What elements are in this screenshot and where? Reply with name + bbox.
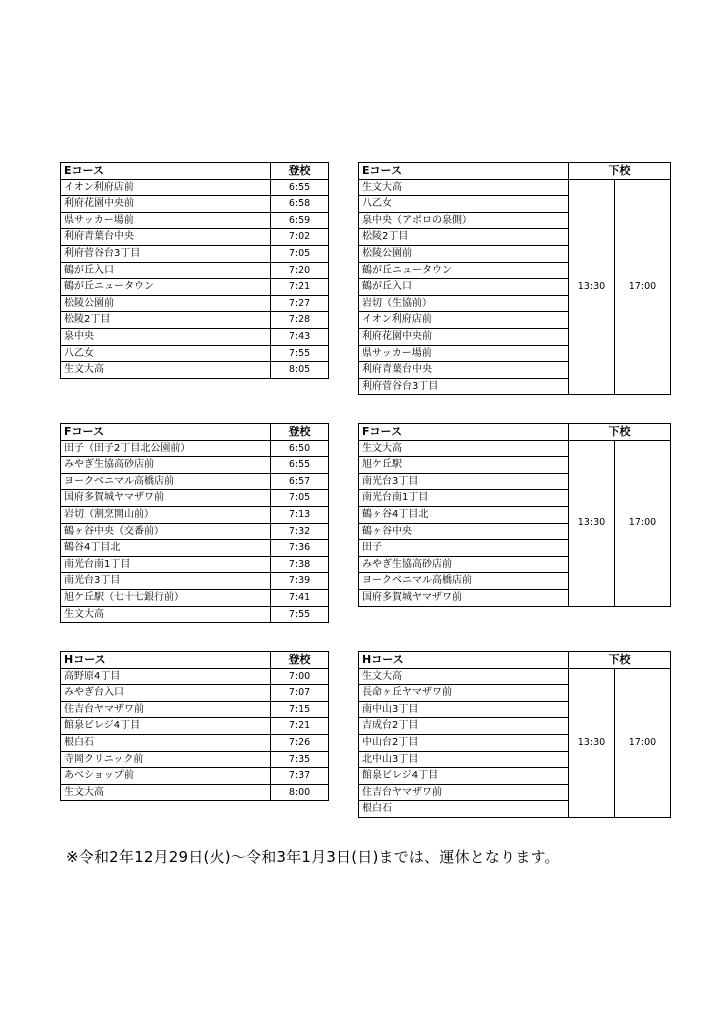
- table-row: [61, 457, 329, 474]
- course-name: Fコース: [61, 424, 271, 441]
- departure-time: 7:35: [271, 751, 329, 768]
- table-row: [61, 556, 329, 573]
- table-row: [61, 312, 329, 329]
- table-row: [61, 701, 329, 718]
- table-row: [61, 295, 329, 312]
- departure-time: 7:37: [271, 768, 329, 785]
- table-row: [61, 229, 329, 246]
- stop-name: 生文大高: [359, 440, 569, 457]
- table-row: [61, 473, 329, 490]
- stop-name: 田子（田子2丁目北公園前）: [61, 440, 271, 457]
- column-header: 登校: [271, 424, 329, 441]
- stop-name: 鶴が丘入口: [61, 262, 271, 279]
- stop-name: 泉中央: [61, 328, 271, 345]
- stop-name: イオン利府店前: [61, 179, 271, 196]
- departure-time: 7:07: [271, 685, 329, 702]
- departure-time: 7:20: [271, 262, 329, 279]
- stop-name: 岩切（割烹開山前）: [61, 506, 271, 523]
- stop-name: 長命ヶ丘ヤマザワ前: [359, 685, 569, 702]
- table-row: [61, 179, 329, 196]
- stop-name: 泉中央（アポロの泉側）: [359, 212, 569, 229]
- stop-name: 生文大高: [61, 606, 271, 623]
- boarding-table: [60, 423, 329, 623]
- stop-name: 利府花園中央前: [359, 328, 569, 345]
- table-row: [61, 751, 329, 768]
- stop-name: イオン利府店前: [359, 312, 569, 329]
- stop-name: 松陵2丁目: [359, 229, 569, 246]
- departure-time: 7:41: [271, 589, 329, 606]
- return-table: [358, 423, 671, 607]
- column-header: 下校: [569, 652, 671, 669]
- stop-name: 田子: [359, 540, 569, 557]
- column-header: 登校: [271, 163, 329, 180]
- departure-time-early: 13:30: [569, 179, 615, 395]
- stop-name: 国府多賀城ヤマザワ前: [359, 589, 569, 606]
- departure-time-late: 17:00: [615, 668, 671, 817]
- stop-name: 寺岡クリニック前: [61, 751, 271, 768]
- stop-name: 県サッカー場前: [61, 212, 271, 229]
- table-row: [61, 345, 329, 362]
- departure-time: 7:26: [271, 734, 329, 751]
- table-row: [61, 523, 329, 540]
- stop-name: 利府青葉台中央: [61, 229, 271, 246]
- departure-time-late: 17:00: [615, 179, 671, 395]
- departure-time: 7:38: [271, 556, 329, 573]
- stop-name: 中山台2丁目: [359, 734, 569, 751]
- table-row: [61, 573, 329, 590]
- stop-name: 生文大高: [61, 784, 271, 801]
- return-table: [358, 651, 671, 818]
- column-header: 登校: [271, 652, 329, 669]
- departure-time: 7:15: [271, 701, 329, 718]
- departure-time: 7:00: [271, 668, 329, 685]
- stop-name: 南光台3丁目: [61, 573, 271, 590]
- departure-time: 7:21: [271, 279, 329, 296]
- table-row: [61, 734, 329, 751]
- departure-time: 7:28: [271, 312, 329, 329]
- stop-name: 南光台南1丁目: [61, 556, 271, 573]
- stop-name: 根白石: [359, 801, 569, 818]
- departure-time: 6:50: [271, 440, 329, 457]
- table-row: [61, 262, 329, 279]
- column-header: 下校: [569, 424, 671, 441]
- stop-name: 松陵公園前: [359, 245, 569, 262]
- table-row: [359, 440, 671, 457]
- table-header-row: [61, 163, 329, 180]
- stop-name: 館泉ビレジ4丁目: [359, 768, 569, 785]
- table-row: [359, 668, 671, 685]
- stop-name: 利府花園中央前: [61, 196, 271, 213]
- stop-name: 高野原4丁目: [61, 668, 271, 685]
- table-header-row: [359, 652, 671, 669]
- table-row: [61, 540, 329, 557]
- departure-time: 7:05: [271, 245, 329, 262]
- stop-name: あべショップ前: [61, 768, 271, 785]
- stop-name: 鶴ヶ谷中央（交番前）: [61, 523, 271, 540]
- stop-name: 南光台南1丁目: [359, 490, 569, 507]
- stop-name: 国府多賀城ヤマザワ前: [61, 490, 271, 507]
- course-name: Hコース: [61, 652, 271, 669]
- table-row: [61, 784, 329, 801]
- stop-name: 利府菅谷台3丁目: [61, 245, 271, 262]
- course-name: Eコース: [359, 163, 569, 180]
- stop-name: 生文大高: [61, 362, 271, 379]
- stop-name: ヨークベニマル高橋店前: [359, 573, 569, 590]
- table-row: [61, 606, 329, 623]
- departure-time-late: 17:00: [615, 440, 671, 606]
- departure-time: 7:39: [271, 573, 329, 590]
- departure-time: 8:00: [271, 784, 329, 801]
- stop-name: 鶴ヶ谷4丁目北: [359, 506, 569, 523]
- departure-time: 7:55: [271, 606, 329, 623]
- departure-time: 6:58: [271, 196, 329, 213]
- departure-time: 7:43: [271, 328, 329, 345]
- stop-name: 南中山3丁目: [359, 701, 569, 718]
- departure-time: 7:55: [271, 345, 329, 362]
- table-row: [61, 718, 329, 735]
- table-header-row: [359, 163, 671, 180]
- stop-name: ヨークベニマル高橋店前: [61, 473, 271, 490]
- table-row: [61, 212, 329, 229]
- departure-time: 7:27: [271, 295, 329, 312]
- boarding-table: [60, 651, 329, 801]
- departure-time: 7:05: [271, 490, 329, 507]
- departure-time: 8:05: [271, 362, 329, 379]
- stop-name: 鶴が丘ニュータウン: [359, 262, 569, 279]
- table-row: [61, 589, 329, 606]
- table-row: [61, 245, 329, 262]
- stop-name: 鶴谷4丁目北: [61, 540, 271, 557]
- table-row: [61, 279, 329, 296]
- stop-name: 利府菅谷台3丁目: [359, 378, 569, 395]
- stop-name: 鶴が丘ニュータウン: [61, 279, 271, 296]
- table-row: [61, 362, 329, 379]
- column-header: 下校: [569, 163, 671, 180]
- departure-time: 6:55: [271, 457, 329, 474]
- departure-time: 6:57: [271, 473, 329, 490]
- stop-name: 岩切（生協前）: [359, 295, 569, 312]
- departure-time: 7:02: [271, 229, 329, 246]
- stop-name: みやぎ台入口: [61, 685, 271, 702]
- return-table: [358, 162, 671, 395]
- stop-name: 旭ケ丘駅（七十七銀行前）: [61, 589, 271, 606]
- table-header-row: [61, 424, 329, 441]
- table-header-row: [61, 652, 329, 669]
- departure-time-early: 13:30: [569, 668, 615, 817]
- table-row: [61, 768, 329, 785]
- stop-name: みやぎ生協高砂店前: [61, 457, 271, 474]
- stop-name: 県サッカー場前: [359, 345, 569, 362]
- stop-name: 住吉台ヤマザワ前: [359, 784, 569, 801]
- departure-time-early: 13:30: [569, 440, 615, 606]
- stop-name: みやぎ生協高砂店前: [359, 556, 569, 573]
- stop-name: 南光台3丁目: [359, 473, 569, 490]
- table-row: [359, 179, 671, 196]
- departure-time: 7:32: [271, 523, 329, 540]
- stop-name: 鶴ヶ谷中央: [359, 523, 569, 540]
- stop-name: 生文大高: [359, 179, 569, 196]
- stop-name: 利府青葉台中央: [359, 362, 569, 379]
- suspension-notice: ※令和2年12月29日(火)～令和3年1月3日(日)までは、運休となります。: [66, 848, 560, 866]
- table-row: [61, 490, 329, 507]
- departure-time: 6:55: [271, 179, 329, 196]
- stop-name: 住吉台ヤマザワ前: [61, 701, 271, 718]
- stop-name: 松陵公園前: [61, 295, 271, 312]
- departure-time: 7:13: [271, 506, 329, 523]
- course-name: Hコース: [359, 652, 569, 669]
- departure-time: 7:21: [271, 718, 329, 735]
- stop-name: 根白石: [61, 734, 271, 751]
- stop-name: 八乙女: [359, 196, 569, 213]
- stop-name: 北中山3丁目: [359, 751, 569, 768]
- table-row: [61, 506, 329, 523]
- stop-name: 館泉ビレジ4丁目: [61, 718, 271, 735]
- table-row: [61, 685, 329, 702]
- stop-name: 鶴が丘入口: [359, 279, 569, 296]
- table-row: [61, 440, 329, 457]
- departure-time: 6:59: [271, 212, 329, 229]
- table-row: [61, 328, 329, 345]
- table-row: [61, 668, 329, 685]
- boarding-table: [60, 162, 329, 379]
- stop-name: 吉成台2丁目: [359, 718, 569, 735]
- stop-name: 八乙女: [61, 345, 271, 362]
- departure-time: 7:36: [271, 540, 329, 557]
- course-name: Fコース: [359, 424, 569, 441]
- stop-name: 生文大高: [359, 668, 569, 685]
- course-name: Eコース: [61, 163, 271, 180]
- stop-name: 松陵2丁目: [61, 312, 271, 329]
- table-header-row: [359, 424, 671, 441]
- table-row: [61, 196, 329, 213]
- stop-name: 旭ケ丘駅: [359, 457, 569, 474]
